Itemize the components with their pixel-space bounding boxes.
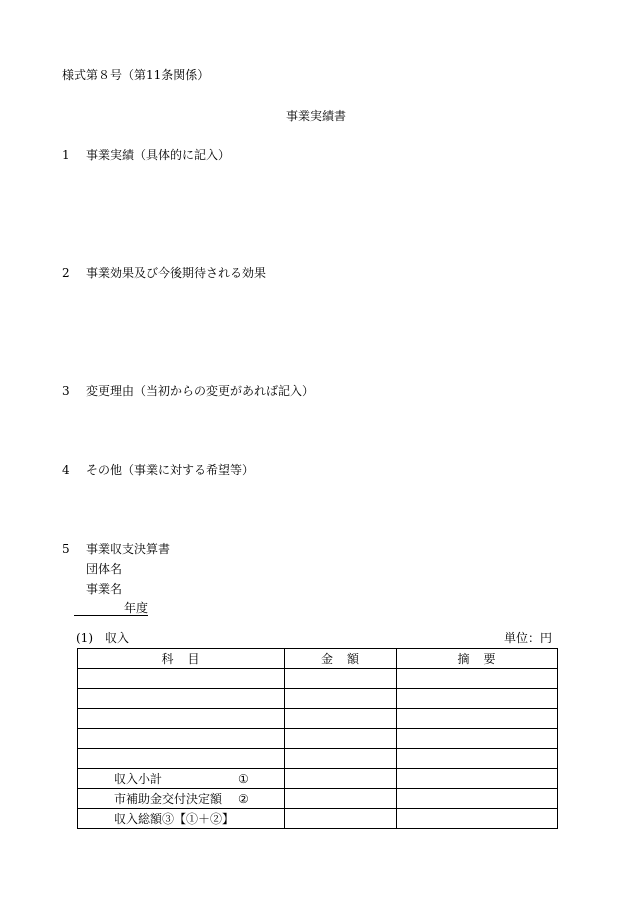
- section-text: 事業実績（具体的に記入）: [86, 148, 231, 162]
- amount-cell[interactable]: [285, 689, 397, 709]
- section-number: 3: [62, 384, 70, 398]
- subject-cell[interactable]: [78, 669, 285, 689]
- income-total-row: [78, 809, 558, 829]
- section-number: 5: [62, 542, 70, 556]
- subsidy-amount-row: [78, 789, 558, 809]
- unit-label: 単位：円: [504, 631, 553, 645]
- remarks-cell[interactable]: [397, 709, 558, 729]
- income-heading: (1) 収入: [76, 631, 129, 645]
- column-header-amount: 金 額: [285, 649, 397, 669]
- subject-cell[interactable]: [78, 729, 285, 749]
- fiscal-year: [74, 601, 148, 616]
- circled-mark: ②: [238, 792, 249, 806]
- row-label: 収入総額③【①＋②】: [114, 812, 235, 826]
- year-suffix: 年度: [124, 601, 149, 615]
- section-text: 事業効果及び今後期待される効果: [86, 266, 267, 280]
- section-5-heading: [62, 542, 170, 556]
- income-subtotal-row: [78, 769, 558, 789]
- table-row: [78, 729, 558, 749]
- form-number: 様式第８号（第11条関係）: [62, 68, 210, 82]
- section-number: 2: [62, 266, 70, 280]
- subject-cell: [78, 769, 285, 789]
- table-row: [78, 709, 558, 729]
- subject-cell: [78, 789, 285, 809]
- remarks-cell[interactable]: [397, 749, 558, 769]
- amount-cell[interactable]: [285, 809, 397, 829]
- subject-cell[interactable]: [78, 689, 285, 709]
- remarks-cell[interactable]: [397, 789, 558, 809]
- amount-cell[interactable]: [285, 769, 397, 789]
- remarks-cell[interactable]: [397, 729, 558, 749]
- organization-label: 団体名: [86, 562, 123, 576]
- circled-mark: ①: [238, 772, 249, 786]
- section-text: 変更理由（当初からの変更があれば記入）: [86, 384, 315, 398]
- column-header-remarks: 摘 要: [397, 649, 558, 669]
- section-2-heading: [62, 266, 266, 280]
- amount-cell[interactable]: [285, 749, 397, 769]
- remarks-cell[interactable]: [397, 689, 558, 709]
- section-3-heading: [62, 384, 314, 398]
- subject-cell[interactable]: [78, 709, 285, 729]
- subject-cell[interactable]: [78, 749, 285, 769]
- section-text: その他（事業に対する希望等）: [86, 463, 255, 477]
- table-row: [78, 749, 558, 769]
- year-blank: [74, 603, 124, 616]
- section-number: 4: [62, 463, 70, 477]
- row-label: 収入小計: [114, 772, 163, 786]
- section-1-heading: [62, 148, 230, 162]
- column-header-subject: 科 目: [78, 649, 285, 669]
- remarks-cell[interactable]: [397, 669, 558, 689]
- table-row: [78, 669, 558, 689]
- project-label: 事業名: [86, 582, 123, 596]
- remarks-cell[interactable]: [397, 769, 558, 789]
- section-text: 事業収支決算書: [86, 542, 171, 556]
- table-header-row: [78, 649, 558, 669]
- amount-cell[interactable]: [285, 729, 397, 749]
- remarks-cell[interactable]: [397, 809, 558, 829]
- amount-cell[interactable]: [285, 789, 397, 809]
- row-label: 市補助金交付決定額: [114, 792, 223, 806]
- table-row: [78, 689, 558, 709]
- section-number: 1: [62, 148, 70, 162]
- amount-cell[interactable]: [285, 709, 397, 729]
- document-title: 事業実績書: [286, 109, 347, 123]
- income-table: [77, 648, 558, 829]
- section-4-heading: [62, 463, 254, 477]
- subject-cell: [78, 809, 285, 829]
- amount-cell[interactable]: [285, 669, 397, 689]
